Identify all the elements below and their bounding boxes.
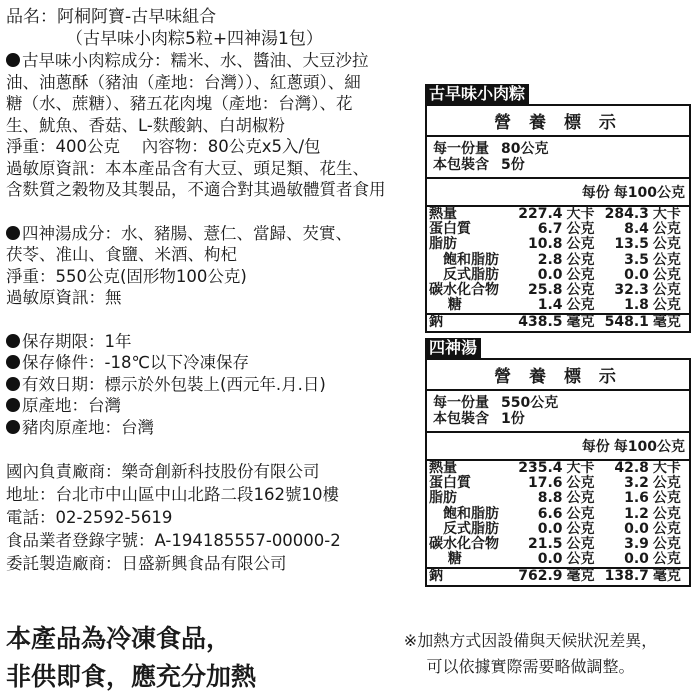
nutrition-cell: 大卡 [652, 460, 681, 476]
nutrition-cell: 8.4 [624, 221, 649, 238]
nutrition-cell: 公克 [652, 236, 681, 253]
nutrition-cell: 17.6 [527, 475, 563, 492]
nutrition-cell: 3.2 [624, 475, 649, 492]
company-line: 食品業者登錄字號：A-194185557-00000-2 [6, 531, 341, 550]
nutrition-cell: 公克 [566, 221, 595, 238]
nutrition-cell: 毫克 [651, 568, 689, 584]
nutrition-cell: 762.9 [518, 568, 563, 585]
nutrition-cell: 公克 [652, 536, 681, 553]
nutrition-cell: 548.1 [604, 314, 649, 331]
nutrition-cell: 138.7 [604, 568, 649, 585]
nutrition-cell: 蛋白質 [429, 221, 471, 238]
nutrition-cell: 1.4 [537, 297, 563, 314]
nutrition-row [427, 507, 689, 522]
nutrition-cell: 6.7 [537, 221, 563, 238]
panel-title: 四神湯 [425, 338, 481, 358]
bullet-icon [6, 355, 20, 369]
nutrition-row [427, 207, 689, 222]
nutrition-row [427, 298, 689, 314]
nutrition-cell: 公克 [652, 221, 681, 238]
storage-item: 豬肉原產地：台灣 [6, 417, 406, 439]
nutrition-cell: 10.8 [527, 236, 563, 253]
nutrition-cell: 3.9 [624, 536, 649, 553]
column-header: 每份 每100公克 [427, 179, 689, 207]
nutrition-cell: 大卡 [566, 460, 595, 476]
nutrition-cell: 公克 [652, 551, 681, 568]
nutrition-cell: 公克 [566, 251, 595, 268]
nutrition-cell: 公克 [566, 297, 595, 314]
zongzi-ingredients-4: 生、魷魚、香菇、L-麩酸鈉、白胡椒粉 [6, 115, 285, 135]
nutrition-cell: 0.0 [537, 551, 563, 568]
zongzi-weight: 淨重：400公克 內容物：80公克x5入/包 [6, 137, 321, 156]
nutrition-cell: 235.4 [518, 460, 563, 476]
zongzi-allergy-2: 含麩質之穀物及其製品，不適合對其過敏體質者食用 [6, 180, 386, 199]
nutrition-cell: 0.0 [537, 520, 563, 537]
nutrition-row [427, 537, 689, 552]
nutrition-row [427, 476, 689, 491]
nutrition-cell: 熱量 [429, 206, 457, 222]
nutrition-cell: 公克 [652, 490, 681, 507]
nutrition-cell: 3.5 [624, 251, 649, 268]
zongzi-allergy-1: 過敏原資訊：本本產品含有大豆、頭足類、花生、 [6, 158, 369, 178]
panel-header: 營 養 標 示 [427, 106, 689, 137]
soup-ingredients-1: 四神湯成分：水、豬腸、薏仁、當歸、芡實、 [6, 223, 406, 245]
nutrition-row [427, 268, 689, 283]
product-name: 品名：阿桐阿寶-古早味組合 [6, 7, 217, 27]
nutrition-cell: 6.6 [537, 505, 563, 522]
nutrition-cell: 碳水化合物 [429, 536, 499, 553]
nutrition-cell: 毫克 [565, 314, 603, 330]
nutrition-cell: 熱量 [429, 460, 457, 476]
nutrition-cell: 公克 [652, 266, 681, 283]
storage-item: 保存條件：-18℃以下冷凍保存 [6, 352, 406, 374]
soup-weight: 淨重：550公克(固形物100公克) [6, 266, 247, 286]
bullet-icon [6, 334, 20, 348]
storage-item: 有效日期：標示於外包裝上(西元年.月.日) [6, 374, 406, 396]
nutrition-cell: 毫克 [651, 314, 689, 330]
nutrition-cell: 227.4 [518, 206, 563, 222]
nutrition-cell: 反式脂肪 [429, 520, 499, 537]
nutrition-cell: 脂肪 [429, 236, 457, 253]
nutrition-cell: 13.5 [614, 236, 649, 253]
nutrition-cell: 42.8 [614, 460, 649, 476]
product-subline: （古早味小肉粽5粒+四神湯1包） [66, 29, 323, 49]
nutrition-cell: 1.2 [624, 505, 649, 522]
nutrition-cell: 公克 [566, 505, 595, 522]
nutrition-cell: 公克 [652, 282, 681, 299]
nutrition-cell: 毫克 [565, 568, 603, 584]
frozen-warning [6, 620, 306, 696]
nutrition-cell: 飽和脂肪 [429, 505, 499, 522]
nutrition-row [427, 283, 689, 298]
nutrition-table [427, 207, 689, 331]
serving-info: 每一份量 550公克 本包裝含 1份 [427, 391, 689, 433]
bullet-icon [6, 226, 20, 240]
soup-ingredients-2: 茯苓、准山、食鹽、米酒、枸杞 [6, 245, 237, 264]
nutrition-row [427, 522, 689, 537]
nutrition-cell: 公克 [566, 536, 595, 553]
storage-item: 保存期限：1年 [6, 331, 406, 353]
bullet-icon [6, 420, 20, 434]
nutrition-cell: 438.5 [518, 314, 563, 331]
nutrition-cell: 公克 [652, 505, 681, 522]
nutrition-cell: 糖 [429, 297, 462, 314]
nutrition-cell: 公克 [566, 282, 595, 299]
company-line: 國內負責廠商：樂奇創新科技股份有限公司 [6, 462, 320, 481]
nutrition-row [427, 314, 689, 330]
nutrition-row [427, 491, 689, 506]
nutrition-row [427, 237, 689, 252]
nutrition-cell: 公克 [652, 475, 681, 492]
nutrition-cell: 公克 [566, 266, 595, 283]
nutrition-cell: 32.3 [614, 282, 649, 299]
nutrition-cell: 鈉 [427, 314, 516, 330]
warning-line-2: 非供即食，應充分加熱 [6, 662, 257, 691]
nutrition-cell: 25.8 [527, 282, 563, 299]
bullet-icon [6, 377, 20, 391]
serving-info: 每一份量 80公克 本包裝含 5份 [427, 137, 689, 179]
nutrition-cell: 糖 [429, 551, 462, 568]
nutrition-panel-zongzi [425, 84, 691, 333]
nutrition-cell: 公克 [652, 520, 681, 537]
nutrition-row [427, 461, 689, 476]
nutrition-cell: 碳水化合物 [429, 282, 499, 299]
nutrition-cell: 大卡 [652, 206, 681, 222]
nutrition-cell: 0.0 [624, 520, 649, 537]
nutrition-cell: 公克 [652, 251, 681, 268]
note-line-2: 可以依據實際需要略做調整。 [426, 657, 635, 676]
soup-allergy: 過敏原資訊：無 [6, 288, 122, 307]
nutrition-cell: 公克 [652, 297, 681, 314]
warning-line-1: 本產品為冷凍食品， [6, 624, 232, 653]
nutrition-table [427, 461, 689, 585]
heating-note [368, 628, 693, 680]
company-line: 地址：台北市中山區中山北路二段162號10樓 [6, 485, 339, 504]
nutrition-cell: 0.0 [537, 266, 563, 283]
nutrition-cell: 公克 [566, 551, 595, 568]
nutrition-cell: 公克 [566, 236, 595, 253]
nutrition-cell: 8.8 [537, 490, 563, 507]
nutrition-cell: 284.3 [604, 206, 649, 222]
nutrition-cell: 公克 [566, 520, 595, 537]
bullet-icon [6, 53, 20, 67]
zongzi-ingredients-2: 油、油蔥酥（豬油（產地：台灣））、紅蔥頭）、細 [6, 72, 361, 92]
nutrition-cell: 0.0 [624, 266, 649, 283]
nutrition-cell: 1.8 [624, 297, 649, 314]
note-line-1: ※加熱方式因設備與天候狀況差異， [403, 631, 658, 650]
nutrition-cell: 1.6 [624, 490, 649, 507]
product-info [6, 6, 406, 575]
panel-header: 營 養 標 示 [427, 360, 689, 391]
nutrition-cell: 0.0 [624, 551, 649, 568]
nutrition-cell: 蛋白質 [429, 475, 471, 492]
panel-title: 古早味小肉粽 [425, 84, 529, 104]
nutrition-cell: 公克 [566, 475, 595, 492]
nutrition-cell: 飽和脂肪 [429, 251, 499, 268]
nutrition-row [427, 253, 689, 268]
nutrition-cell: 21.5 [527, 536, 563, 553]
nutrition-row [427, 222, 689, 237]
bullet-icon [6, 398, 20, 412]
nutrition-cell: 反式脂肪 [429, 266, 499, 283]
zongzi-ingredients-3: 糖（水、蔗糖）、豬五花肉塊（產地：台灣）、花 [6, 94, 353, 113]
company-line: 電話：02-2592-5619 [6, 508, 173, 527]
storage-item: 原產地：台灣 [6, 395, 406, 417]
nutrition-cell: 脂肪 [429, 490, 457, 507]
nutrition-row [427, 568, 689, 584]
company-line: 委託製造廠商：日盛新興食品有限公司 [6, 554, 287, 573]
nutrition-panel-soup [425, 338, 691, 587]
zongzi-ingredients-1: 古早味小肉粽成分：糯米、水、醬油、大豆沙拉 [6, 50, 406, 72]
nutrition-cell: 公克 [566, 490, 595, 507]
column-header: 每份 每100公克 [427, 433, 689, 461]
nutrition-row [427, 552, 689, 568]
nutrition-cell: 大卡 [566, 206, 595, 222]
nutrition-cell: 鈉 [427, 568, 516, 584]
nutrition-cell: 2.8 [537, 251, 563, 268]
